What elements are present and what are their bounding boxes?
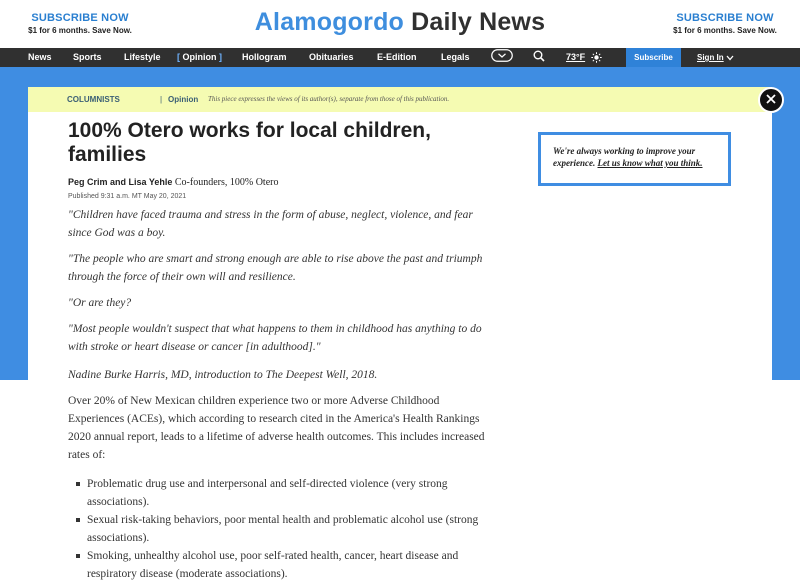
article-paragraph: "Or are they? <box>68 297 132 309</box>
publish-timestamp: Published 9:31 a.m. MT May 20, 2021 <box>68 193 187 200</box>
feedback-message: We're always working to improve your experience. <box>553 146 696 168</box>
nav-item-opinion-label: Opinion <box>182 52 217 62</box>
subscribe-promo-title: SUBSCRIBE NOW <box>676 12 774 24</box>
article-paragraph: "The people who are smart and strong enough are able to rise above the past and triumph through the force of their own will and resilience. <box>68 253 483 283</box>
nav-item-obituaries[interactable]: Obituaries <box>309 52 354 62</box>
search-button[interactable] <box>533 48 545 67</box>
list-item: Sexual risk-taking behaviors, poor mental health and problematic alcohol use (strong associations). <box>68 511 508 547</box>
nav-item-lifestyle[interactable]: Lifestyle <box>124 52 161 62</box>
main-nav <box>0 48 800 67</box>
nav-item-hollogram[interactable]: Hollogram <box>242 52 287 62</box>
nav-item-sports[interactable]: Sports <box>73 52 102 62</box>
nav-item-opinion[interactable] <box>177 48 222 67</box>
category-label[interactable]: COLUMNISTS <box>67 95 120 104</box>
list-item: Smoking, unhealthy alcohol use, poor self-rated health, cancer, heart disease and respiratory disease (moderate associations). <box>68 547 508 583</box>
article-headline: 100% Otero works for local children, families <box>68 119 431 166</box>
close-icon <box>766 91 776 109</box>
subscribe-promo-title: SUBSCRIBE NOW <box>31 12 129 24</box>
article-paragraph: "Most people wouldn't suspect that what happens to them in childhood has anything to do with stroke or heart disease or cancer [in adulthood]." <box>68 323 482 353</box>
article-byline <box>68 177 278 188</box>
brand-name-part2: Daily News <box>411 8 546 36</box>
close-button[interactable] <box>758 87 784 113</box>
brand-name-part1: Alamogordo <box>254 8 405 36</box>
search-icon <box>533 49 545 67</box>
sun-icon <box>591 48 602 67</box>
article-paragraph: "Children have faced trauma and stress in the form of abuse, neglect, violence, and fear since God was a boy. <box>68 209 473 239</box>
section-label[interactable]: Opinion <box>168 95 199 104</box>
nav-item-news[interactable]: News <box>28 52 52 62</box>
bracket-left: [ <box>177 52 180 62</box>
subscribe-button[interactable]: Subscribe <box>626 48 681 67</box>
category-separator: | <box>160 95 163 104</box>
sign-in-link[interactable] <box>697 48 724 67</box>
article-paragraph: Nadine Burke Harris, MD, introduction to The Deepest Well, 2018. <box>68 369 378 381</box>
feedback-text <box>553 145 725 169</box>
feedback-link[interactable]: Let us know what you think. <box>597 158 703 168</box>
opinion-disclaimer: This piece expresses the views of its author(s), separate from those of this publication. <box>208 95 450 103</box>
chevron-down-icon <box>726 48 734 67</box>
author-names: Peg Crim and Lisa Yehle <box>68 177 173 187</box>
site-logo[interactable] <box>200 8 600 37</box>
nav-item-legals[interactable]: Legals <box>441 52 470 62</box>
author-role: Co-founders, 100% Otero <box>174 177 279 188</box>
more-menu-button[interactable] <box>491 48 513 67</box>
subscribe-promo-offer: $1 for 6 months. Save Now. <box>28 26 132 35</box>
opinion-notice-bar <box>28 87 772 112</box>
subscribe-promo-right[interactable] <box>645 12 800 35</box>
nav-item-e-edition[interactable]: E-Edition <box>377 52 417 62</box>
weather-temperature[interactable]: 73°F <box>566 52 586 62</box>
bracket-right: ] <box>219 52 223 62</box>
outcomes-list <box>68 475 508 583</box>
masthead <box>0 0 800 48</box>
article-paragraph: Over 20% of New Mexican children experience two or more Adverse Childhood Experiences (ACEs), which according to research cited in the America's Health Rankings 2020 annual report, leads to a lifetime of adverse health outcomes. This includes increased rates of: <box>68 395 485 461</box>
subscribe-promo-left[interactable] <box>0 12 160 35</box>
list-item: Problematic drug use and interpersonal and self-directed violence (very strong associations). <box>68 475 508 511</box>
subscribe-promo-offer: $1 for 6 months. Save Now. <box>673 26 777 35</box>
chevron-down-icon <box>491 49 513 67</box>
sign-in-label: Sign In <box>697 53 724 62</box>
feedback-box <box>538 132 731 186</box>
